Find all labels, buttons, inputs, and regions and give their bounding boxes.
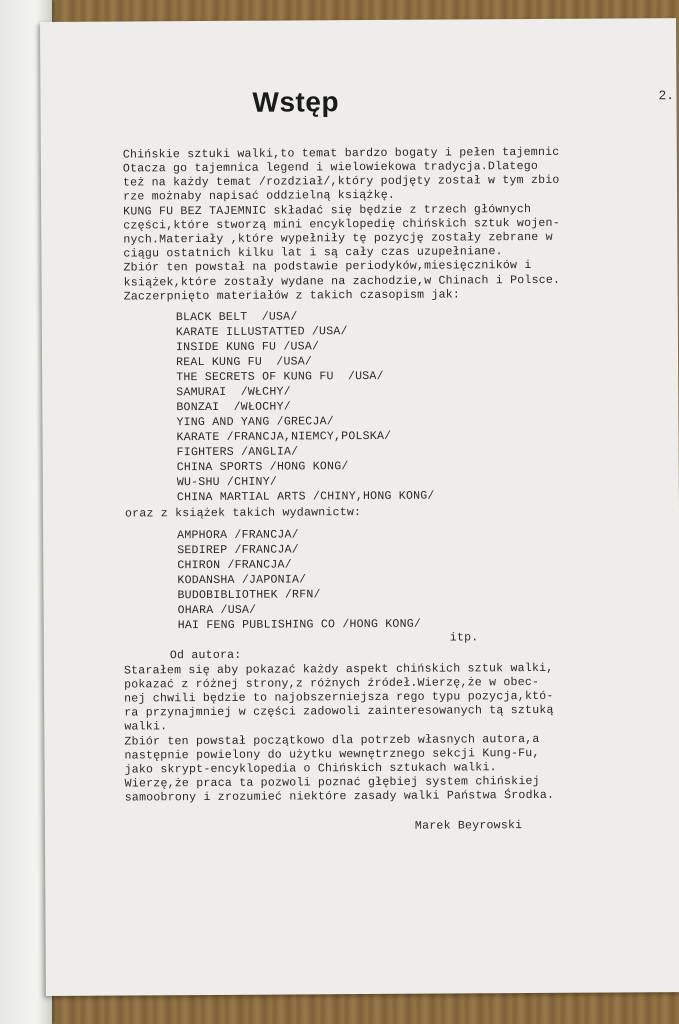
intro-line: Zbiór ten powstał na podstawie periodyków,miesięczników i	[123, 259, 532, 275]
magazine-item: KARATE ILLUSTATTED /USA/	[175, 325, 348, 340]
author-heading: Od autora:	[169, 648, 242, 663]
magazine-item: BONZAI /WŁOCHY/	[176, 400, 291, 415]
magazine-item: REAL KUNG FU /USA/	[176, 355, 313, 370]
publisher-item: OHARA /USA/	[177, 603, 257, 618]
magazine-item: SAMURAI /WŁCHY/	[176, 385, 291, 400]
magazine-item: CHINA MARTIAL ARTS /CHINY,HONG KONG/	[176, 489, 435, 505]
publisher-item: CHIRON /FRANCJA/	[177, 558, 292, 573]
intro-line: części,które stworzą mini encyklopedię chińskich sztuk wojen-	[123, 216, 560, 233]
author-line: ra przynajmniej w części zadowoli zainteresowanych tą sztuką	[124, 703, 554, 720]
author-line: samoobrony i zrozumieć niektóre zasady walki Państwa Środka.	[124, 788, 555, 805]
magazine-item: INSIDE KUNG FU /USA/	[175, 340, 320, 355]
author-line: nej chwili będzie to najobszerniejsza rego typu pozycja,któ-	[124, 689, 554, 706]
author-line: walki.	[124, 720, 168, 734]
author-line: pokazać z różnej strony,z różnych źródeł.Wierzę,że w obec-	[124, 675, 540, 692]
author-line: następnie powielony do użytku wewnętrznego sekcji Kung-Fu,	[124, 746, 540, 763]
publisher-item: BUDOBIBLIOTHEK /RFN/	[177, 588, 321, 603]
intro-line: nych.Materiały ,które wypełniły tę pozycję zostały zebrane w	[123, 230, 553, 247]
intro-line: Chińskie sztuki walki,to temat bardzo bogaty i pełen tajemnic	[122, 145, 560, 162]
publishers-intro: oraz z książek takich wydawnictw:	[124, 506, 362, 521]
intro-line: rze możnaby napisać oddzielną książkę.	[123, 188, 396, 204]
magazine-item: KARATE /FRANCJA,NIEMCY,POLSKA/	[176, 429, 392, 445]
magazine-item: BLACK BELT /USA/	[175, 310, 298, 325]
author-signature: Marek Beyrowski	[414, 819, 523, 833]
intro-line: Zaczerpnięto materiałów z takich czasopism jak:	[123, 288, 461, 304]
intro-line: Otacza go tajemnica legend i wielowiekowa tradycja.Dlatego	[122, 159, 539, 176]
author-line: Wierzę,że praca ta pozwoli poznać głębiej system chińskiej	[124, 774, 540, 791]
publisher-item: AMPHORA /FRANCJA/	[177, 528, 299, 543]
magazine-item: YING AND YANG /GRECJA/	[176, 415, 334, 430]
intro-line: ciągu ostatnich kilku lat i są cały czas uzupełniane.	[123, 245, 503, 261]
intro-line: książek,które zostały wydane na zachodzie,w Chinach i Polsce.	[123, 273, 561, 290]
intro-line: KUNG FU BEZ TAJEMNIC składać się będzie z trzech głównych	[123, 203, 532, 219]
magazine-item: CHINA SPORTS /HONG KONG/	[176, 460, 349, 475]
author-line: jako skrypt-encyklopedia o Chińskich sztukach walki.	[124, 761, 497, 777]
magazine-item: FIGHTERS /ANGLIA/	[176, 445, 299, 460]
magazine-item: THE SECRETS OF KUNG FU /USA/	[176, 369, 384, 385]
page-number: 2.	[658, 88, 675, 104]
publisher-item: KODANSHA /JAPONIA/	[177, 573, 307, 588]
magazine-item: WU-SHU /CHINY/	[176, 475, 278, 490]
author-line: Zbiór ten powstał początkowo dla potrzeb własnych autora,a	[124, 732, 540, 749]
typed-page	[40, 18, 679, 996]
page-title: Wstęp	[252, 86, 340, 118]
author-line: Starałem się aby pokazać każdy aspekt chińskich sztuk walki,	[123, 661, 554, 678]
etc-text: itp.	[449, 631, 479, 645]
intro-line: też na każdy temat /rozdział/,który podjęty został w tym zbio	[122, 173, 560, 190]
publisher-item: SEDIREP /FRANCJA/	[177, 543, 299, 558]
publisher-item: HAI FENG PUBLISHING CO /HONG KONG/	[177, 617, 422, 633]
